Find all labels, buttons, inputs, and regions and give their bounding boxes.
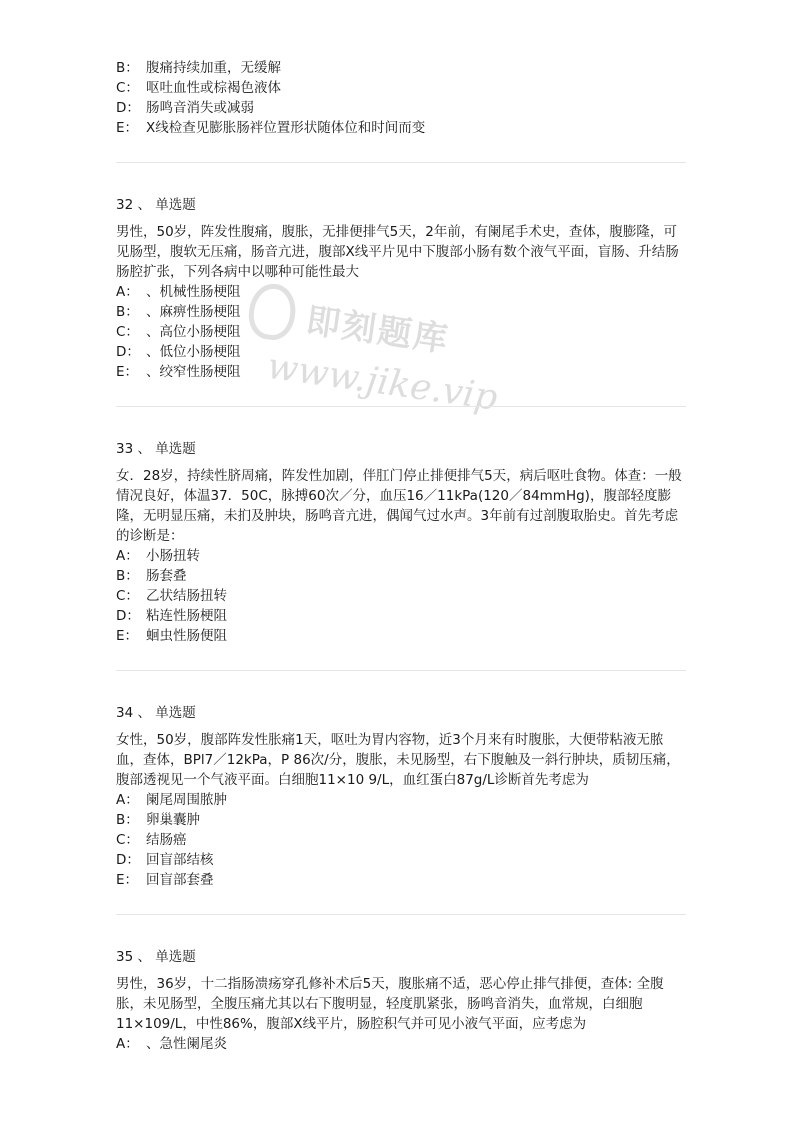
option-d: D： 回盲部结核 [116, 852, 214, 868]
question-header: 33 、 单选题 [116, 441, 196, 457]
option-b: B： 肠套叠 [116, 568, 187, 584]
question-header: 34 、 单选题 [116, 705, 196, 721]
option-c: C： 呕吐血性或棕褐色液体 [116, 80, 281, 96]
question-stem: 男性，36岁，十二指肠溃疡穿孔修补术后5天，腹胀痛不适，恶心停止排气排便，查体: 全腹胀，未见肠型，全腹压痛尤其以右下腹明显，轻度肌紧张，肠鸣音消失，血常规，白细胞11×109/L，中性86%，腹部X线平片，肠腔积气并可见小液气平面，应考虑为 [116, 976, 664, 1032]
option-c: C： 、高位小肠梗阻 [116, 324, 241, 340]
question-32 [116, 195, 686, 382]
option-b: B： 、麻痹性肠梗阻 [116, 304, 241, 320]
option-e: E： 蛔虫性肠便阻 [116, 628, 227, 644]
watermark-url: www.jike.vip [264, 345, 500, 419]
question-header: 32 、 单选题 [116, 197, 196, 213]
question-header: 35 、 单选题 [116, 949, 196, 965]
question-35 [116, 947, 686, 1054]
question-33 [116, 439, 686, 646]
option-e: E： 、绞窄性肠梗阻 [116, 364, 241, 380]
question-34 [116, 703, 686, 890]
option-d: D： 、低位小肠梗阻 [116, 344, 241, 360]
question-31-options [116, 58, 686, 138]
option-b: B： 腹痛持续加重，无缓解 [116, 60, 281, 76]
option-c: C： 乙状结肠扭转 [116, 588, 227, 604]
option-a: A： 阑尾周围脓肿 [116, 792, 227, 808]
divider [116, 670, 686, 671]
question-stem: 女性，50岁，腹部阵发性胀痛1天，呕吐为胃内容物，近3个月来有时腹胀，大便带粘液无脓血，查体，BPl7／12kPa，P 86次/分，腹胀，未见肠型，右下腹触及一斜行肿块，质韧压痛，腹部透视见一个气液平面。白细胞11×10 9/L，血红蛋白87g/L诊断首先考虑为 [116, 732, 680, 788]
option-d: D： 肠鸣音消失或减弱 [116, 100, 254, 116]
option-b: B： 卵巢囊肿 [116, 812, 200, 828]
watermark-text: 即刻题库 [303, 300, 452, 361]
question-stem: 女．28岁，持续性脐周痛，阵发性加剧，伴肛门停止排便排气5天，病后呕吐食物。体查：一般情况良好，体温37．50C，脉搏60次／分，血压16／11kPa(120／84mmHg)，腹部轻度膨隆，无明显压痛，未扪及肿块，肠鸣音亢进，偶闻气过水声。3年前有过剖腹取胎史。首先考虑的诊断是： [116, 468, 682, 544]
option-d: D： 粘连性肠梗阻 [116, 608, 227, 624]
question-page [116, 58, 686, 1054]
option-a: A： 、机械性肠梗阻 [116, 284, 241, 300]
option-e: E： 回盲部套叠 [116, 872, 214, 888]
divider [116, 162, 686, 163]
option-a: A： 小肠扭转 [116, 548, 200, 564]
option-c: C： 结肠癌 [116, 832, 187, 848]
option-e: E： X线检查见膨胀肠袢位置形状随体位和时间而变 [116, 120, 426, 136]
divider [116, 914, 686, 915]
option-a: A： 、急性阑尾炎 [116, 1036, 227, 1052]
divider [116, 406, 686, 407]
question-stem: 男性，50岁，阵发性腹痛，腹胀，无排便排气5天，2年前，有阑尾手术史，查体，腹膨隆，可见肠型，腹软无压痛，肠音亢进，腹部X线平片见中下腹部小肠有数个液气平面，盲肠、升结肠肠腔扩张，下列各病中以哪种可能性最大 [116, 224, 679, 280]
